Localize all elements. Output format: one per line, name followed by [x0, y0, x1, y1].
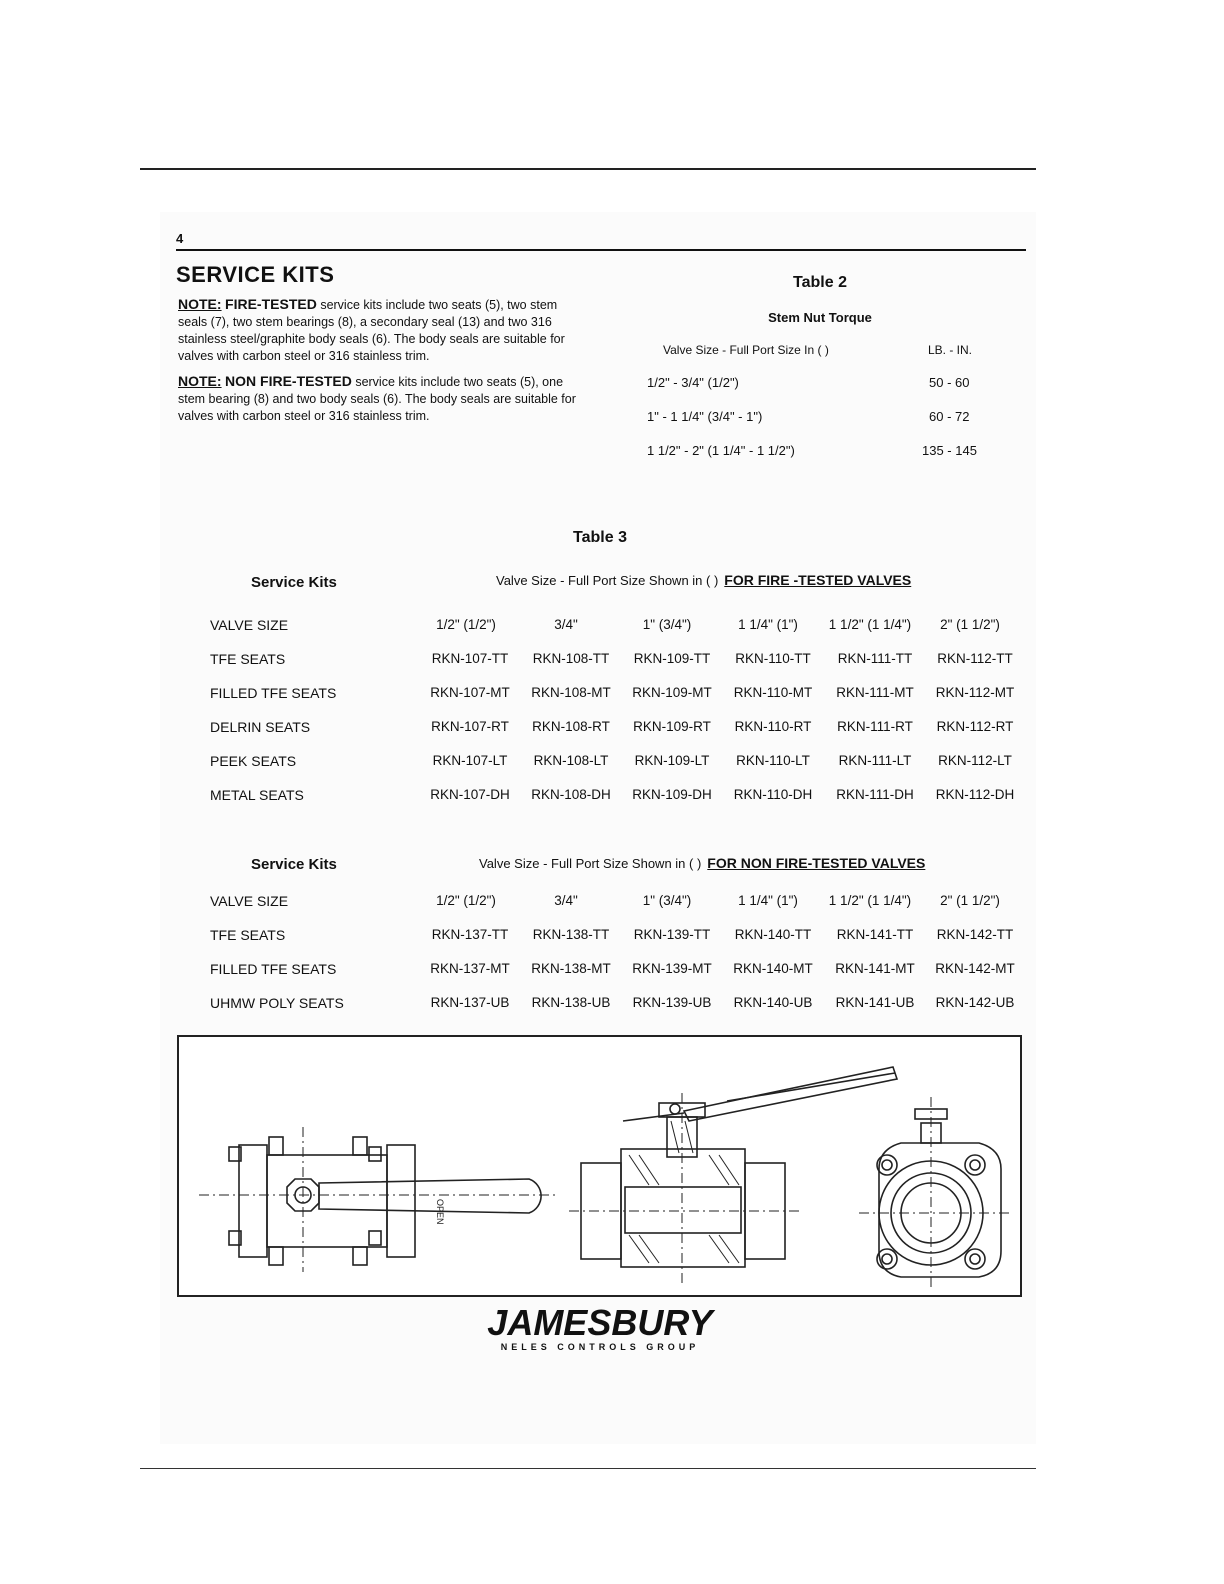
page-title: SERVICE KITS — [176, 262, 335, 287]
kit-cell: RKN-138-MT — [531, 961, 611, 976]
kit-cell: RKN-137-UB — [430, 995, 510, 1010]
row-label: FILLED TFE SEATS — [210, 685, 337, 701]
kit-cell: RKN-140-MT — [733, 961, 813, 976]
valve-size-label: VALVE SIZE — [210, 893, 289, 909]
kit-cell: RKN-110-DH — [733, 787, 813, 802]
caption-text: Valve Size - Full Port Size Shown in ( ) — [496, 573, 719, 588]
logo-subtitle: NELES CONTROLS GROUP — [500, 1342, 700, 1352]
kit-cell: RKN-138-TT — [532, 927, 610, 942]
kit-cell: RKN-108-RT — [532, 719, 610, 734]
row-label: UHMW POLY SEATS — [210, 995, 344, 1011]
table2-cell: 1" - 1 1/4" (3/4" - 1") — [647, 409, 763, 424]
table2-cell: 135 - 145 — [922, 443, 977, 458]
kit-cell: RKN-141-MT — [835, 961, 915, 976]
size-header: 1" (3/4") — [642, 893, 692, 908]
table3-title: Table 3 — [573, 529, 627, 546]
table2-cell: 50 - 60 — [929, 375, 970, 390]
kit-cell: RKN-111-RT — [837, 719, 913, 734]
table2-header-torque: LB. - IN. — [928, 343, 973, 357]
section-hatching — [629, 1121, 739, 1263]
note-keyword: FIRE-TESTED — [225, 296, 317, 312]
page-number: 4 — [176, 231, 184, 246]
size-header: 1 1/4" (1") — [738, 893, 798, 908]
size-header: 1/2" (1/2") — [436, 617, 496, 632]
table2-title: Table 2 — [793, 274, 847, 291]
kit-cell: RKN-107-LT — [432, 753, 508, 768]
caption-emphasis: FOR NON FIRE-TESTED VALVES — [707, 855, 926, 871]
kit-cell: RKN-109-MT — [632, 685, 712, 700]
row-label: PEEK SEATS — [210, 753, 297, 769]
kit-cell: RKN-112-RT — [936, 719, 1014, 734]
kit-cell: RKN-139-UB — [632, 995, 712, 1010]
size-header: 1" (3/4") — [642, 617, 692, 632]
valve-end-view-drawing — [859, 1097, 1009, 1287]
table2-cell: 1 1/2" - 2" (1 1/4" - 1 1/2") — [647, 443, 795, 458]
size-header: 2" (1 1/2") — [940, 617, 1000, 632]
note-keyword: NON FIRE-TESTED — [225, 373, 352, 389]
kit-cell: RKN-110-TT — [735, 651, 811, 666]
kit-cell: RKN-140-TT — [734, 927, 812, 942]
bottom-rule — [140, 1468, 1036, 1469]
table2-cell: 60 - 72 — [929, 409, 970, 424]
kit-cell: RKN-107-RT — [431, 719, 509, 734]
note-non-fire-tested — [178, 373, 588, 425]
kit-cell: RKN-111-MT — [836, 685, 914, 700]
kit-cell: RKN-112-DH — [935, 787, 1015, 802]
kit-cell: RKN-112-MT — [935, 685, 1015, 700]
note-text: service kits include two seats (5), one stem bearing (8) and two body seals (6). The body seals are suitable for valves with carbon steel or 316 stainless trim. — [178, 375, 576, 423]
kit-cell: RKN-141-UB — [835, 995, 915, 1010]
valve-drawings-svg — [179, 1037, 1024, 1299]
kit-cell: RKN-108-MT — [531, 685, 611, 700]
kit-cell: RKN-108-TT — [532, 651, 610, 666]
non-fire-tested-service-kits-label: Service Kits — [251, 856, 337, 873]
note-fire-tested — [178, 296, 588, 365]
kit-cell: RKN-111-DH — [836, 787, 914, 802]
non-fire-tested-caption — [479, 855, 925, 871]
kit-cell: RKN-139-TT — [633, 927, 711, 942]
note-text: service kits include two seats (5), two stem seals (7), two stem bearings (8), a secondary seal (13) and two 316 stainless steel/graphite body seals (6). The body seals are suitable for valves with carbon steel or 316 stainless trim. — [178, 298, 565, 363]
kit-cell: RKN-109-DH — [632, 787, 712, 802]
caption-text: Valve Size - Full Port Size Shown in ( ) — [479, 856, 702, 871]
kit-cell: RKN-140-UB — [733, 995, 813, 1010]
fire-tested-service-kits-label: Service Kits — [251, 574, 337, 591]
row-label: METAL SEATS — [210, 787, 304, 803]
row-label: TFE SEATS — [210, 927, 286, 943]
table2-cell: 1/2" - 3/4" (1/2") — [647, 375, 739, 390]
size-header: 1/2" (1/2") — [436, 893, 496, 908]
kit-cell: RKN-142-UB — [935, 995, 1015, 1010]
kit-cell: RKN-137-TT — [431, 927, 509, 942]
size-header: 1 1/2" (1 1/4") — [828, 617, 912, 632]
kit-cell: RKN-110-RT — [734, 719, 812, 734]
kit-cell: RKN-107-MT — [430, 685, 510, 700]
handle-open-label: OPEN — [435, 1199, 445, 1225]
size-header: 2" (1 1/2") — [940, 893, 1000, 908]
kit-cell: RKN-112-TT — [937, 651, 1013, 666]
kit-cell: RKN-139-MT — [632, 961, 712, 976]
kit-cell: RKN-142-TT — [936, 927, 1014, 942]
size-header: 1 1/2" (1 1/4") — [828, 893, 912, 908]
row-label: DELRIN SEATS — [210, 719, 311, 735]
row-label: FILLED TFE SEATS — [210, 961, 337, 977]
note-label: NOTE: — [178, 296, 222, 312]
kit-cell: RKN-109-RT — [633, 719, 711, 734]
kit-cell: RKN-138-UB — [531, 995, 611, 1010]
size-header: 1 1/4" (1") — [738, 617, 798, 632]
header-rule — [176, 249, 1026, 251]
kit-cell: RKN-107-TT — [431, 651, 509, 666]
valve-size-label: VALVE SIZE — [210, 617, 289, 633]
kit-cell: RKN-142-MT — [935, 961, 1015, 976]
jamesbury-logo: JAMESBURY — [487, 1302, 713, 1343]
caption-emphasis: FOR FIRE -TESTED VALVES — [724, 572, 912, 588]
table2-header-size: Valve Size - Full Port Size In ( ) — [663, 343, 829, 357]
kit-cell: RKN-112-LT — [938, 753, 1012, 768]
note-label: NOTE: — [178, 373, 222, 389]
valve-top-view-drawing — [199, 1127, 559, 1272]
row-label: TFE SEATS — [210, 651, 286, 667]
valve-drawings-figure — [177, 1035, 1022, 1297]
kit-cell: RKN-141-TT — [836, 927, 914, 942]
kit-cell: RKN-110-LT — [736, 753, 810, 768]
kit-cell: RKN-108-LT — [533, 753, 609, 768]
table2-subtitle: Stem Nut Torque — [768, 310, 872, 325]
fire-tested-caption — [496, 572, 911, 588]
kit-cell: RKN-137-MT — [430, 961, 510, 976]
kit-cell: RKN-109-LT — [634, 753, 710, 768]
kit-cell: RKN-111-TT — [837, 651, 913, 666]
kit-cell: RKN-109-TT — [633, 651, 711, 666]
kit-cell: RKN-110-MT — [733, 685, 813, 700]
size-header: 3/4" — [554, 617, 578, 632]
top-rule — [140, 168, 1036, 170]
size-header: 3/4" — [554, 893, 578, 908]
kit-cell: RKN-111-LT — [838, 753, 912, 768]
kit-cell: RKN-108-DH — [531, 787, 611, 802]
kit-cell: RKN-107-DH — [430, 787, 510, 802]
